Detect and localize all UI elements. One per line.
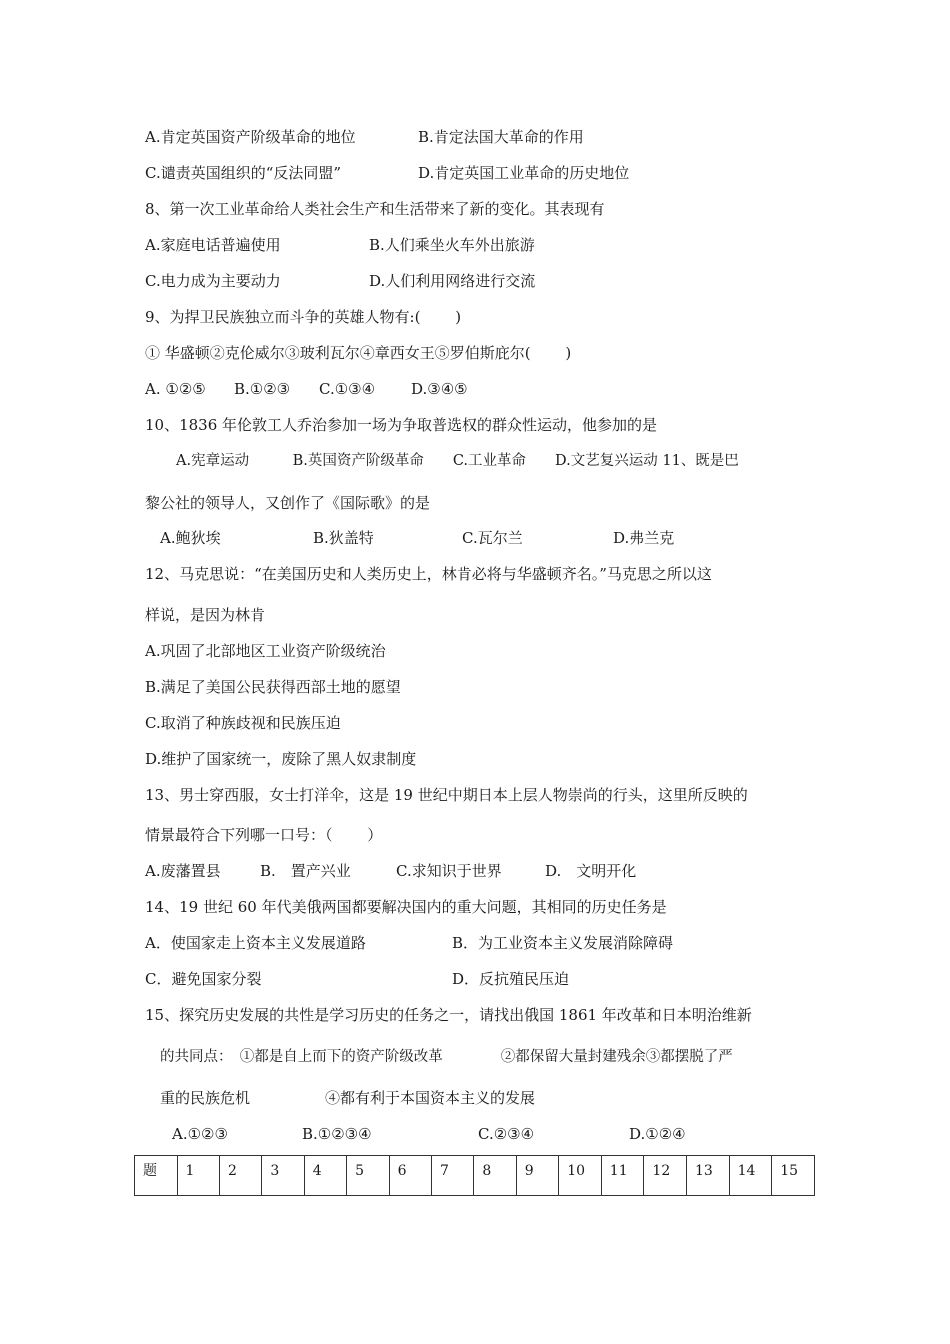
answer-cell-12[interactable]: 12: [644, 1156, 687, 1196]
q12-option-d: D.维护了国家统一，废除了黑人奴隶制度: [145, 750, 417, 768]
answer-cell-10[interactable]: 10: [559, 1156, 602, 1196]
q11-option-a: A.鲍狄埃: [160, 529, 221, 547]
q7-option-c: C.谴责英国组织的“反法同盟”: [145, 164, 342, 182]
q8-option-c: C.电力成为主要动力: [145, 272, 281, 290]
q11-option-b: B.狄盖特: [313, 529, 374, 547]
q14-option-a: A．使国家走上资本主义发展道路: [145, 934, 366, 952]
q9-stem: 9、为捍卫民族独立而斗争的英雄人物有:( ): [145, 308, 462, 326]
q10-options: A.宪章运动 B.英国资产阶级革命 C.工业革命 D.文艺复兴运动 11、既是巴: [176, 453, 739, 469]
q14-option-d: D．反抗殖民压迫: [452, 970, 570, 988]
q15-stem-line1: 15、探究历史发展的共性是学习历史的任务之一，请找出俄国 1861 年改革和日本明治维新: [145, 1006, 752, 1024]
q7-option-b: B.肯定法国大革命的作用: [418, 128, 584, 146]
q12-stem-line2: 样说，是因为林肯: [145, 606, 266, 624]
answer-table: [134, 1155, 815, 1196]
q10-stem: 10、1836 年伦敦工人乔治参加一场为争取普选权的群众性运动，他参加的是: [145, 416, 658, 434]
q15-stem-line2: 的共同点： ①都是自上而下的资产阶级改革 ②都保留大量封建残余③都摆脱了严: [160, 1049, 733, 1065]
q13-option-a: A.废藩置县: [145, 862, 221, 880]
answer-cell-7[interactable]: 7: [431, 1156, 473, 1196]
q8-stem: 8、第一次工业革命给人类社会生产和生活带来了新的变化。其表现有: [145, 200, 605, 218]
answer-cell-1[interactable]: 1: [177, 1156, 219, 1196]
answer-cell-6[interactable]: 6: [389, 1156, 431, 1196]
q14-option-b: B．为工业资本主义发展消除障碍: [452, 934, 674, 952]
q9-option-d: D.③④⑤: [411, 380, 468, 398]
answer-cell-8[interactable]: 8: [474, 1156, 516, 1196]
q9-option-b: B.①②③: [234, 380, 291, 398]
answer-cell-2[interactable]: 2: [219, 1156, 261, 1196]
q15-option-a: A.①②③: [172, 1125, 228, 1143]
answer-cell-4[interactable]: 4: [304, 1156, 346, 1196]
answer-cell-9[interactable]: 9: [516, 1156, 558, 1196]
q8-option-d: D.人们利用网络进行交流: [369, 272, 536, 290]
q9-items: ① 华盛顿②克伦威尔③玻利瓦尔④章西女王⑤罗伯斯庇尔( ): [145, 344, 572, 362]
answer-cell-14[interactable]: 14: [729, 1156, 772, 1196]
q9-option-a: A. ①②⑤: [145, 380, 206, 398]
q14-stem: 14、19 世纪 60 年代美俄两国都要解决国内的重大问题，其相同的历史任务是: [145, 898, 667, 916]
q13-option-c: C.求知识于世界: [396, 862, 502, 880]
q15-option-c: C.②③④: [478, 1125, 535, 1143]
q12-option-c: C.取消了种族歧视和民族压迫: [145, 714, 341, 732]
q13-stem-line2: 情景最符合下列哪一口号：（ ）: [145, 826, 383, 844]
answer-table-header: 题: [135, 1156, 178, 1196]
q11-stem-cont: 黎公社的领导人，又创作了《国际歌》的是: [145, 494, 431, 512]
q8-option-b: B.人们乘坐火车外出旅游: [369, 236, 535, 254]
q7-option-a: A.肯定英国资产阶级革命的地位: [145, 128, 356, 146]
q15-stem-line3: 重的民族危机 ④都有利于本国资本主义的发展: [160, 1089, 536, 1107]
q15-option-b: B.①②③④: [302, 1125, 372, 1143]
answer-cell-5[interactable]: 5: [347, 1156, 389, 1196]
answer-cell-3[interactable]: 3: [262, 1156, 304, 1196]
answer-cell-13[interactable]: 13: [687, 1156, 730, 1196]
q11-option-d: D.弗兰克: [613, 529, 675, 547]
q12-stem-line1: 12、马克思说：“在美国历史和人类历史上，林肯必将与华盛顿齐名。”马克思之所以这: [145, 565, 712, 583]
q14-option-c: C．避免国家分裂: [145, 970, 262, 988]
answer-cell-15[interactable]: 15: [772, 1156, 815, 1196]
q13-option-d: D. 文明开化: [545, 862, 637, 880]
q12-option-b: B.满足了美国公民获得西部土地的愿望: [145, 678, 401, 696]
table-row: [135, 1156, 815, 1196]
q8-option-a: A.家庭电话普遍使用: [145, 236, 281, 254]
answer-cell-11[interactable]: 11: [601, 1156, 644, 1196]
q15-option-d: D.①②④: [629, 1125, 686, 1143]
q7-option-d: D.肯定英国工业革命的历史地位: [418, 164, 630, 182]
q12-option-a: A.巩固了北部地区工业资产阶级统治: [145, 642, 386, 660]
q13-stem-line1: 13、男士穿西服，女士打洋伞，这是 19 世纪中期日本上层人物崇尚的行头，这里所反映的: [145, 786, 748, 804]
q13-option-b: B. 置产兴业: [260, 862, 351, 880]
q11-option-c: C.瓦尔兰: [462, 529, 523, 547]
q9-option-c: C.①③④: [319, 380, 376, 398]
